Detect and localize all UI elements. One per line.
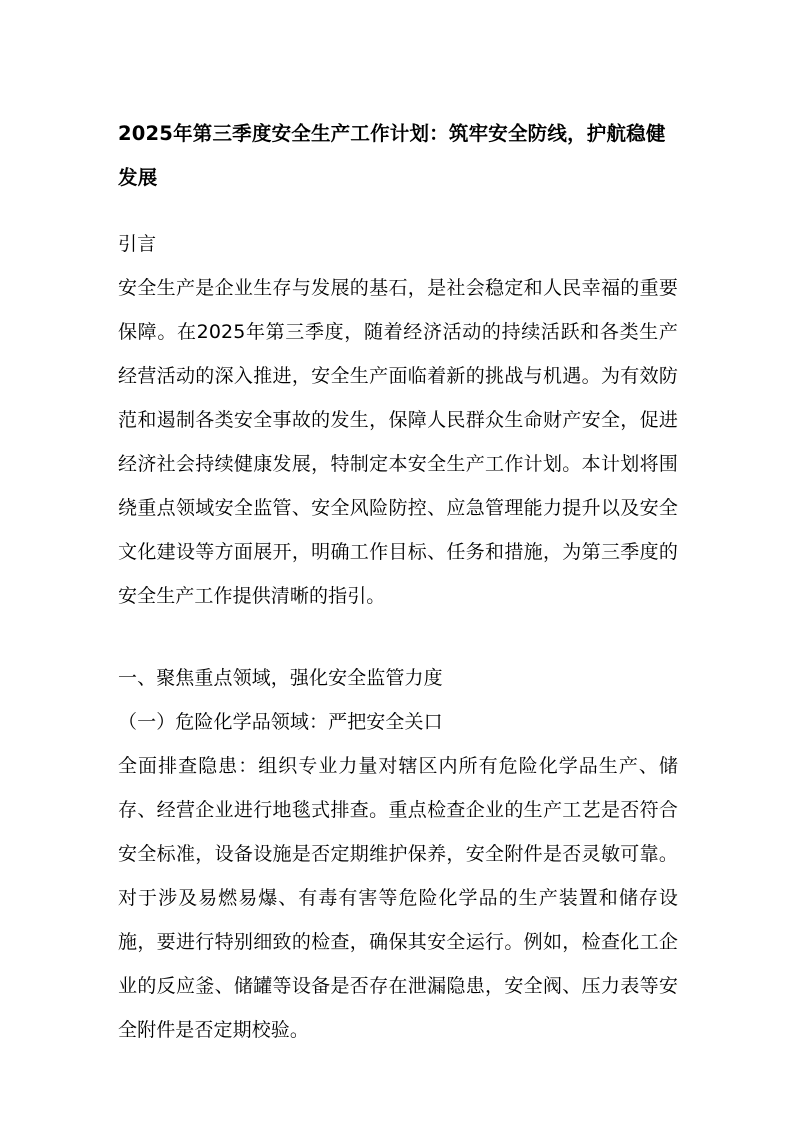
document-title: 2025年第三季度安全生产工作计划：筑牢安全防线，护航稳健发展 [118, 122, 666, 189]
section-heading: 一、聚焦重点领域，强化安全监管力度 [118, 667, 443, 689]
subsection-heading: （一）危险化学品领域：严把安全关口 [118, 711, 443, 733]
intro-heading: 引言 [118, 233, 157, 255]
document-body [118, 112, 678, 1052]
spacer [118, 200, 678, 222]
spacer [118, 618, 678, 656]
intro-paragraph: 安全生产是企业生存与发展的基石，是社会稳定和人民幸福的重要保障。在2025年第三季度，随着经济活动的持续活跃和各类生产经营活动的深入推进，安全生产面临着新的挑战与机遇。为有效防范和遏制各类安全事故的发生，保障人民群众生命财产安全，促进经济社会持续健康发展，特制定本安全生产工作计划。本计划将围绕重点领域安全监管、安全风险防控、应急管理能力提升以及安全文化建设等方面展开，明确工作目标、任务和措施，为第三季度的安全生产工作提供清晰的指引。 [118, 277, 678, 607]
subsection-paragraph: 全面排查隐患：组织专业力量对辖区内所有危险化学品生产、储存、经营企业进行地毯式排查。重点检查企业的生产工艺是否符合安全标准，设备设施是否定期维护保养，安全附件是否灵敏可靠。对于涉及易燃易爆、有毒有害等危险化学品的生产装置和储存设施，要进行特别细致的检查，确保其安全运行。例如，检查化工企业的反应釜、储罐等设备是否存在泄漏隐患，安全阀、压力表等安全附件是否定期校验。 [118, 755, 678, 1041]
